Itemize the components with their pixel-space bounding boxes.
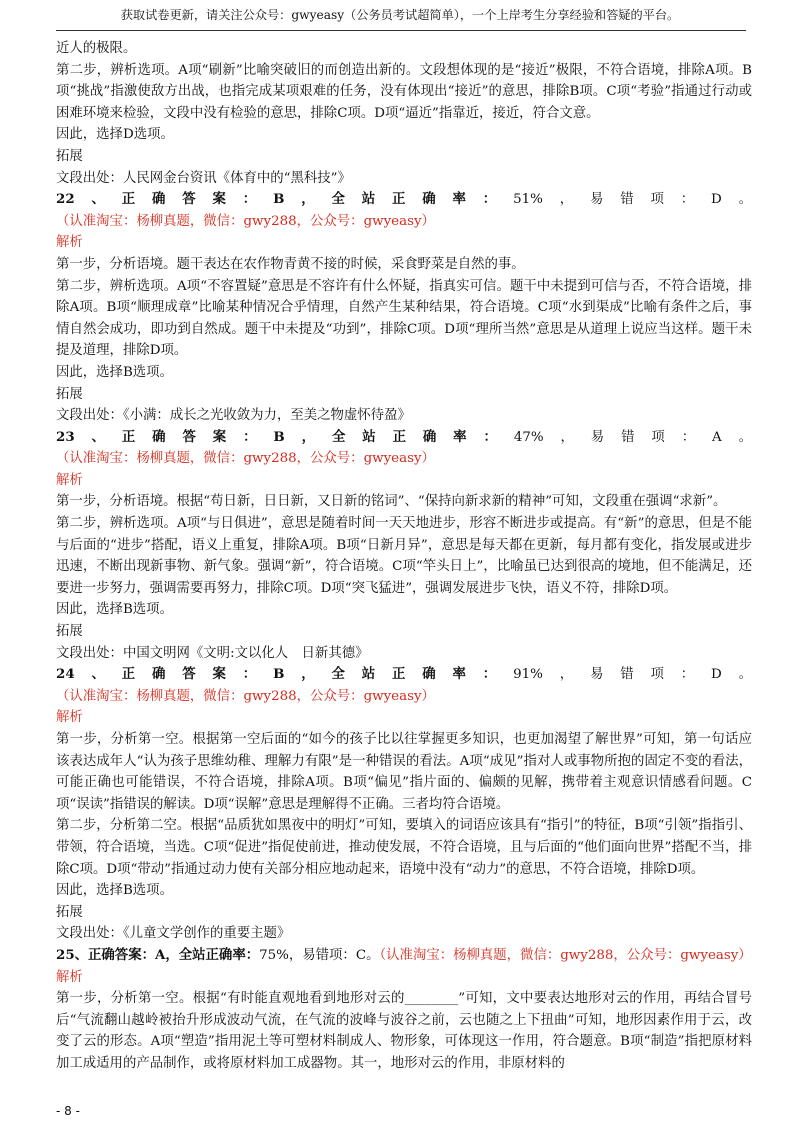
answer-number: 22、正确答案： — [56, 191, 274, 208]
accuracy-stats: 51%，易错项：D。 — [513, 192, 753, 208]
paragraph: 因此，选择B选项。 — [56, 602, 173, 618]
paragraph: 近人的极限。 — [56, 41, 137, 56]
header-divider — [56, 30, 746, 31]
paragraph: 因此，选择D选项。 — [56, 127, 174, 143]
promo-text: （认准淘宝：杨柳真题，微信：gwy288，公众号：gwyeasy） — [56, 688, 435, 704]
correct-answer: B， — [273, 191, 332, 208]
promo-text: （认准淘宝：杨柳真题，微信：gwy288，公众号：gwyeasy） — [56, 213, 435, 229]
answer-number: 25、正确答案： — [56, 946, 155, 963]
paragraph: 因此，选择B选项。 — [56, 883, 173, 899]
correct-answer: B， — [273, 666, 332, 683]
paragraph: 第二步，辨析选项。A项“与日俱进”，意思是随着时间一天天地进步，形容不断进步或提高。有“新”的意思，但是不能与后面的“进步”搭配，语义上重复，排除A项。B项“日新月异”，意思是每天都在更新，每月都有变化，指发展或进步迅速，不断出现新事物、新气象。强调“新”，符合语境。C项“竿头日上”，比喻虽已达到很高的境地，但不能满足，还要进一步努力，强调需要再努力，排除C项。D项“突飞猛进”，强调发展进步飞快，语义不符，排除D项。 — [56, 516, 752, 596]
accuracy-label: 全站正确率： — [331, 428, 514, 445]
analysis-label: 解析 — [56, 472, 83, 488]
answer-number: 23、正确答案： — [56, 428, 274, 445]
correct-answer: B， — [273, 428, 332, 445]
paragraph: 第一步，分析第一空。根据“有时能直观地看到地形对云的________”可知，文中要表达地形对云的作用，再结合冒号后“气流翻山越岭被抬升形成波动气流，在气流的波峰与波谷之前，云也随之上下扭曲”可知，地形因素作用于云，改变了云的形态。A项“塑造”指用泥土等可塑材料制成人、物形象，可体现这一作用，符合题意。B项“制造”指把原材料加工成适用的产品制作，或将原材料加工成器物。其一，地形对云的作用，非原材料的 — [56, 991, 752, 1071]
page-number: - 8 - — [56, 1104, 80, 1118]
paragraph: 第一步，分析语境。根据“苟日新，日日新，又日新的铭词”、“保持向新求新的精神”可知，文段重在强调“求新”。 — [56, 494, 727, 510]
paragraph: 第二步，分析第二空。根据“品质犹如黑夜中的明灯”可知，要填入的词语应该具有“指引”的特征，B项“引领”指指引、带领，符合语境，当选。C项“促进”指促使前进，推动使发展，不符合语境，且与后面的“他们面向世界”搭配不当，排除C项。D项“带动”指通过动力使有关部分相应地动起来，语境中没有“动力”的意思，不符合语境，排除D项。 — [56, 818, 752, 877]
analysis-label: 解析 — [56, 969, 83, 985]
accuracy-label: 全站正确率： — [331, 666, 514, 683]
paragraph: 拓展 — [56, 386, 83, 402]
correct-answer: A， — [154, 946, 179, 963]
paragraph: 第一步，分析第一空。根据第一空后面的“如今的孩子比以往掌握更多知识，也更加渴望了解世界”可知，第一句话应该表达成年人“认为孩子思维幼稚、理解力有限”是一种错误的看法。A项“成见”指对人或事物所抱的固定不变的看法，可能正确也可能错误，不符合语境，排除A项。B项“偏见”指片面的、偏颇的见解，携带着主观意识情感看问题。C项“误读”指错误的解读。D项“误解”意思是理解得不正确。三者均符合语境。 — [56, 732, 752, 812]
answer-heading — [56, 427, 752, 470]
paragraph: 第二步，辨析选项。A项“不容置疑”意思是不容许有什么怀疑，指真实可信。题干中未提到可信与否，不符合语境，排除A项。B项“顺理成章”比喻某种情况合乎情理，自然产生某种结果，符合语境。C项“水到渠成”比喻有条件之后，事情自然会成功，即功到自然成。题干中未提及“功到”，排除C项。D项“理所当然”意思是从道理上说应当这样。题干未提及道理，排除D项。 — [56, 278, 752, 359]
promo-text: （认准淘宝：杨柳真题，微信：gwy288，公众号：gwyeasy） — [379, 947, 752, 963]
answer-heading — [56, 189, 752, 232]
page-header: 获取试卷更新，请关注公众号：gwyeasy（公务员考试超简单），一个上岸考生分享经验和答疑的平台。 — [120, 8, 680, 22]
accuracy-stats: 91%，易错项：D。 — [513, 667, 753, 683]
paragraph: 第一步，分析语境。题干表达在农作物青黄不接的时候，采食野菜是自然的事。 — [56, 256, 525, 272]
paragraph: 因此，选择B选项。 — [56, 364, 173, 380]
accuracy-stats: 75%，易错项：C。 — [259, 947, 380, 963]
accuracy-label: 全站正确率： — [178, 946, 260, 963]
paragraph: 文段出处：《小满：成长之光收敛为力，至美之物虚怀待盈》 — [56, 408, 411, 424]
analysis-label: 解析 — [56, 710, 83, 726]
analysis-label: 解析 — [56, 235, 83, 251]
answer-heading — [56, 945, 752, 967]
accuracy-stats: 47%，易错项：A。 — [513, 429, 753, 445]
document-body — [56, 38, 752, 1075]
accuracy-label: 全站正确率： — [331, 191, 514, 208]
paragraph: 文段出处：人民网金台资讯《体育中的“黑科技”》 — [56, 170, 351, 186]
paragraph: 拓展 — [56, 624, 83, 640]
paragraph: 第二步，辨析选项。A项“刷新”比喻突破旧的而创造出新的。文段想体现的是“接近”极限，不符合语境，排除A项。B项“挑战”指激使敌方出战，也指完成某项艰难的任务，没有体现出“接近”的意思，排除B项。C项“考验”指通过行动或困难环境来检验，文段中没有检验的意思，排除C项。D项“逼近”指靠近，接近，符合文意。 — [56, 62, 752, 121]
answer-number: 24、正确答案： — [56, 666, 274, 683]
paragraph: 文段出处：中国文明网《文明:文以化人 日新其德》 — [56, 645, 369, 661]
answer-heading — [56, 664, 752, 707]
paragraph: 拓展 — [56, 148, 83, 164]
paragraph: 拓展 — [56, 904, 83, 920]
promo-text: （认准淘宝：杨柳真题，微信：gwy288，公众号：gwyeasy） — [56, 451, 435, 467]
paragraph: 文段出处：《儿童文学创作的重要主题》 — [56, 926, 291, 942]
